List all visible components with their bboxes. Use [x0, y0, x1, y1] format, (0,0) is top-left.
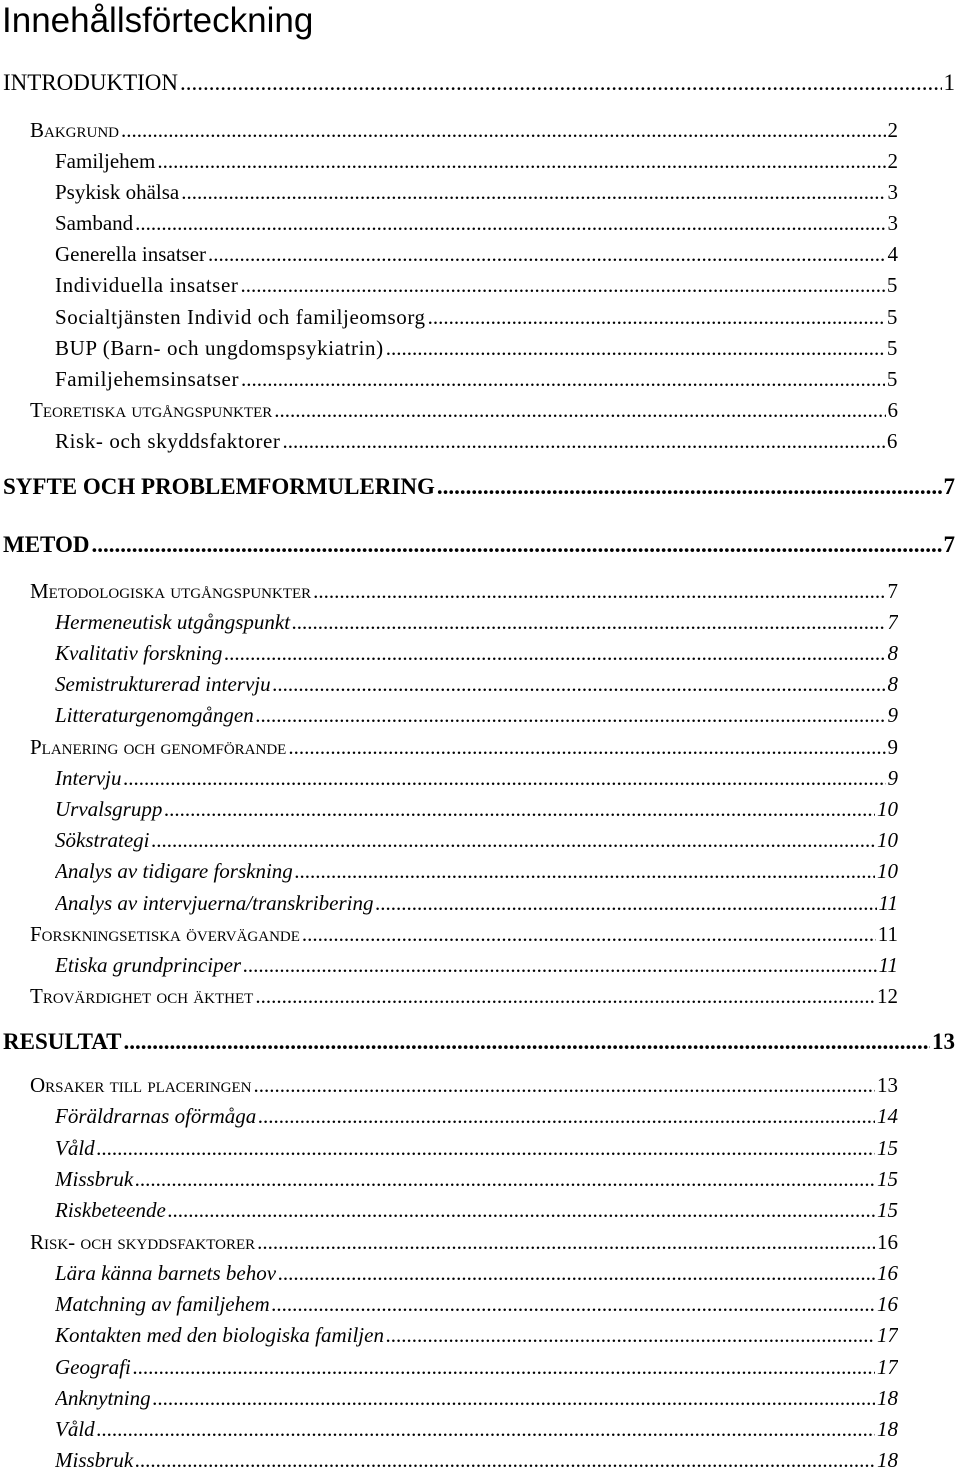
toc-entry[interactable]: [55, 766, 898, 791]
toc-dot-leader: [292, 610, 885, 635]
toc-entry-page: 6: [886, 429, 898, 453]
toc-entry-label: Planering och genomförande: [30, 735, 287, 759]
toc-entry[interactable]: [55, 1292, 898, 1317]
toc-dot-leader: [135, 211, 885, 236]
toc-entry[interactable]: [30, 1073, 898, 1098]
toc-entry-page: 3: [887, 180, 898, 204]
toc-entry[interactable]: [55, 641, 898, 666]
toc-dot-leader: [386, 1323, 875, 1348]
toc-entry-page: 11: [878, 891, 898, 915]
page-title: Innehållsförteckning: [2, 1, 314, 40]
toc-entry[interactable]: [55, 273, 898, 298]
toc-entry-page: 9: [887, 735, 898, 759]
toc-entry-label: Analys av tidigare forskning: [55, 859, 293, 883]
toc-dot-leader: [153, 1386, 875, 1411]
toc-entry-label: Geografi: [55, 1355, 131, 1379]
toc-dot-leader: [91, 532, 941, 558]
toc-entry-page: 1: [943, 70, 955, 95]
toc-entry[interactable]: [55, 149, 898, 174]
toc-entry-page: 12: [877, 984, 898, 1008]
toc-entry-page: 13: [877, 1073, 898, 1097]
toc-entry-label: Familjehem: [55, 149, 156, 173]
toc-entry-label: Lära känna barnets behov: [55, 1261, 277, 1285]
toc-entry-label: Risk- och skyddsfaktorer: [55, 429, 281, 453]
toc-dot-leader: [97, 1136, 875, 1161]
toc-entry-label: Matchning av familjehem: [55, 1292, 270, 1316]
toc-entry-page: 16: [877, 1292, 898, 1316]
toc-entry-label: INTRODUKTION: [3, 70, 179, 95]
toc-dot-leader: [288, 735, 885, 760]
toc-entry-label: Trovärdighet och äkthet: [30, 984, 254, 1008]
toc-entry[interactable]: [55, 703, 898, 728]
toc-entry-label: Litteraturgenomgången: [55, 703, 254, 727]
toc-entry-page: 5: [886, 336, 898, 360]
toc-dot-leader: [135, 1448, 875, 1473]
toc-entry[interactable]: [55, 242, 898, 267]
toc-entry-page: 9: [887, 766, 898, 790]
toc-entry[interactable]: [55, 211, 898, 236]
toc-entry-label: Samband: [55, 211, 134, 235]
toc-entry-label: Analys av intervjuerna/transkribering: [55, 891, 374, 915]
toc-entry-label: Intervju: [55, 766, 122, 790]
toc-dot-leader: [240, 273, 884, 298]
toc-entry-label: Etiska grundprinciper: [55, 953, 242, 977]
toc-entry-label: Risk- och skyddsfaktorer: [30, 1230, 256, 1254]
toc-entry[interactable]: [55, 672, 898, 697]
toc-entry-page: 3: [887, 211, 898, 235]
toc-entry-label: Bakgrund: [30, 118, 120, 142]
toc-entry-page: 18: [877, 1386, 898, 1410]
toc-entry[interactable]: [55, 828, 898, 853]
toc-entry-label: Metodologiska utgångspunkter: [30, 579, 312, 603]
toc-entry[interactable]: [30, 118, 898, 143]
toc-entry-page: 7: [887, 610, 898, 634]
toc-dot-leader: [256, 703, 886, 728]
toc-entry-label: Forskningsetiska övervägande: [30, 922, 300, 946]
toc-entry-label: Generella insatser: [55, 242, 207, 266]
toc-dot-leader: [121, 118, 885, 143]
toc-entry-page: 5: [886, 305, 898, 329]
toc-entry-page: 5: [886, 273, 898, 297]
toc-dot-leader: [386, 336, 885, 361]
toc-entry-page: 5: [886, 367, 898, 391]
toc-entry[interactable]: [55, 180, 898, 205]
toc-entry-page: 7: [887, 579, 898, 603]
toc-entry-page: 18: [877, 1448, 898, 1472]
toc-dot-leader: [254, 1073, 876, 1098]
toc-entry[interactable]: [55, 891, 898, 916]
toc-entry[interactable]: [55, 953, 898, 978]
toc-entry-page: 2: [887, 118, 898, 142]
toc-entry[interactable]: [30, 735, 898, 760]
toc-dot-leader: [135, 1167, 875, 1192]
toc-dot-leader: [208, 242, 885, 267]
toc-entry-page: 17: [877, 1323, 898, 1347]
toc-dot-leader: [375, 891, 876, 916]
toc-dot-leader: [437, 474, 942, 500]
toc-entry-page: 10: [877, 828, 898, 852]
toc-entry-page: 6: [887, 398, 898, 422]
toc-entry[interactable]: [55, 429, 898, 454]
toc-entry[interactable]: [55, 305, 898, 330]
toc-dot-leader: [168, 1198, 875, 1223]
toc-dot-leader: [243, 953, 876, 978]
toc-dot-leader: [224, 641, 885, 666]
toc-entry[interactable]: [55, 1448, 898, 1473]
toc-entry[interactable]: [30, 984, 898, 1009]
toc-entry-page: 16: [877, 1230, 898, 1254]
toc-entry-label: Föräldrarnas oförmåga: [55, 1104, 257, 1128]
toc-dot-leader: [428, 305, 885, 330]
toc-dot-leader: [257, 1230, 875, 1255]
toc-entry[interactable]: [55, 1261, 898, 1286]
toc-entry-page: 16: [877, 1261, 898, 1285]
toc-entry[interactable]: [55, 1198, 898, 1223]
toc-entry-label: RESULTAT: [3, 1029, 122, 1054]
toc-entry[interactable]: [3, 70, 955, 96]
toc-entry-page: 15: [877, 1136, 898, 1160]
toc-dot-leader: [123, 1029, 930, 1055]
toc-dot-leader: [181, 180, 885, 205]
toc-dot-leader: [313, 579, 885, 604]
toc-entry[interactable]: [55, 610, 898, 635]
toc-dot-leader: [302, 922, 876, 947]
toc-entry-label: SYFTE OCH PROBLEMFORMULERING: [3, 474, 435, 499]
toc-entry[interactable]: [55, 859, 898, 884]
toc-entry-label: Våld: [55, 1417, 95, 1441]
toc-entry[interactable]: [55, 797, 898, 822]
toc-entry-label: Missbruk: [55, 1167, 134, 1191]
toc-entry-page: 8: [887, 672, 898, 696]
toc-entry-label: Teoretiska utgångspunkter: [30, 398, 273, 422]
toc-entry[interactable]: [55, 1417, 898, 1442]
toc-entry[interactable]: [55, 1323, 898, 1348]
toc-entry-label: Kvalitativ forskning: [55, 641, 223, 665]
toc-entry[interactable]: [55, 1136, 898, 1161]
toc-entry[interactable]: [55, 336, 898, 361]
toc-entry[interactable]: [55, 1355, 898, 1380]
toc-dot-leader: [97, 1417, 875, 1442]
toc-entry-page: 15: [877, 1198, 898, 1222]
toc-entry-page: 9: [887, 703, 898, 727]
toc-entry-page: 14: [877, 1104, 898, 1128]
toc-entry-page: 8: [887, 641, 898, 665]
toc-entry[interactable]: [30, 579, 898, 604]
toc-entry-label: BUP (Barn- och ungdomspsykiatrin): [55, 336, 384, 360]
toc-dot-leader: [278, 1261, 875, 1286]
toc-dot-leader: [123, 766, 885, 791]
toc-dot-leader: [152, 828, 876, 853]
toc-entry-page: 2: [887, 149, 898, 173]
toc-entry-label: Riskbeteende: [55, 1198, 166, 1222]
toc-entry-page: 11: [877, 922, 898, 946]
toc-dot-leader: [157, 149, 885, 174]
toc-entry-label: Socialtjänsten Individ och familjeomsorg: [55, 305, 426, 329]
toc-dot-leader: [283, 429, 885, 454]
toc-dot-leader: [258, 1104, 875, 1129]
toc-dot-leader: [273, 672, 886, 697]
toc-entry-page: 4: [887, 242, 898, 266]
toc-entry-label: Anknytning: [55, 1386, 151, 1410]
toc-dot-leader: [272, 1292, 875, 1317]
toc-entry[interactable]: [30, 922, 898, 947]
toc-dot-leader: [241, 367, 885, 392]
toc-entry-page: 17: [877, 1355, 898, 1379]
toc-entry-label: Kontakten med den biologiska familjen: [55, 1323, 384, 1347]
toc-entry-page: 15: [877, 1167, 898, 1191]
toc-dot-leader: [133, 1355, 875, 1380]
toc-entry[interactable]: [55, 1104, 898, 1129]
toc-entry[interactable]: [3, 1029, 955, 1055]
toc-entry[interactable]: [3, 532, 955, 558]
toc-dot-leader: [295, 859, 875, 884]
toc-entry-label: Hermeneutisk utgångspunkt: [55, 610, 291, 634]
toc-entry-page: 10: [877, 797, 898, 821]
toc-entry-page: 18: [877, 1417, 898, 1441]
toc-entry-page: 13: [932, 1029, 955, 1054]
toc-entry-label: Orsaker till placeringen: [30, 1073, 252, 1097]
toc-dot-leader: [164, 797, 875, 822]
toc-dot-leader: [255, 984, 875, 1009]
toc-entry[interactable]: [30, 1230, 898, 1255]
toc-entry-label: Sökstrategi: [55, 828, 150, 852]
toc-entry-label: Semistrukturerad intervju: [55, 672, 271, 696]
toc-entry-label: Familjehemsinsatser: [55, 367, 240, 391]
toc-entry-label: Missbruk: [55, 1448, 134, 1472]
toc-entry-page: 11: [878, 953, 898, 977]
toc-entry-page: 7: [943, 532, 955, 557]
toc-entry-page: 10: [877, 859, 898, 883]
toc-entry-label: Individuella insatser: [55, 273, 239, 297]
toc-entry[interactable]: [55, 367, 898, 392]
toc-entry[interactable]: [30, 398, 898, 423]
toc-entry-label: Psykisk ohälsa: [55, 180, 180, 204]
toc-entry[interactable]: [55, 1167, 898, 1192]
toc-dot-leader: [274, 398, 885, 423]
toc-entry-label: METOD: [3, 532, 90, 557]
toc-entry-label: Urvalsgrupp: [55, 797, 163, 821]
toc-entry-page: 7: [943, 474, 955, 499]
toc-entry[interactable]: [3, 474, 955, 500]
toc-entry-label: Våld: [55, 1136, 95, 1160]
toc-entry[interactable]: [55, 1386, 898, 1411]
toc-dot-leader: [180, 70, 941, 96]
